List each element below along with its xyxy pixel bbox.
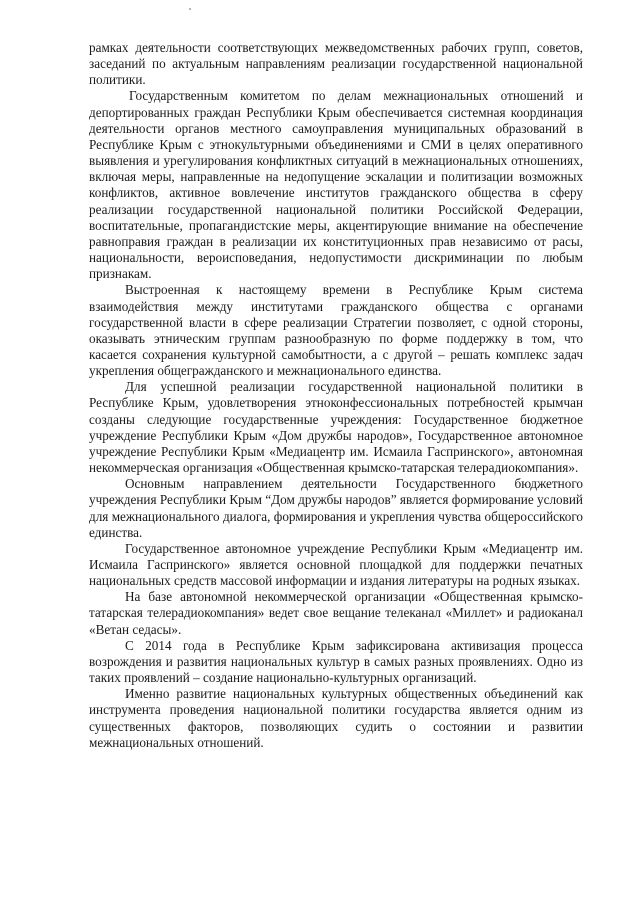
paragraph-media-center: Государственное автономное учреждение Республики Крым «Медиацентр им. Исмаила Гаспринского» является основной площадкой для поддержки печатных национальных средств массовой информации и издания литературы на родных языках. xyxy=(89,540,583,589)
paragraph-revival-2014: С 2014 года в Республике Крым зафиксирована активизация процесса возрождения и развития национальных культур в самых разных проявлениях. Одно из таких проявлений – создание национально-культурных организаций. xyxy=(89,637,583,686)
paragraph-interaction-system: Выстроенная к настоящему времени в Республике Крым система взаимодействия между институтами гражданского общества с органами государственной власти в сфере реализации Стратегии позволяет, с одной стороны, оказывать этническим группам разнообразную по форме поддержку в том, что касается сохранения культурной самобытности, а с другой – решать комплекс задач укрепления общегражданского и межнационального единства. xyxy=(89,282,583,379)
paragraph-state-committee: Государственным комитетом по делам межнациональных отношений и депортированных граждан Республики Крым обеспечивается системная координация деятельности органов местного самоуправления муниципальных образований в Республике Крым с этнокультурными объединениями и СМИ в целях оперативного выявления и урегулирования конфликтных ситуаций в межнациональных отношениях, включая меры, направленные на недопущение эскалации и политизации возможных конфликтов, активное вовлечение институтов гражданского общества в сферу реализации государственной национальной политики Российской Федерации, воспитательные, пропагандистские меры, акцентирующие внимание на обеспечение равноправия граждан в реализации их конституционных прав независимо от расы, национальности, вероисповедания, недопустимости дискриминации по любым признакам. xyxy=(89,88,583,282)
paragraph-friendship-house: Основным направлением деятельности Государственного бюджетного учреждения Республики Крым “Дом дружбы народов” является формирование условий для межнационального диалога, формирования и укрепления чувства общероссийского единства. xyxy=(89,476,583,540)
paragraph-broadcasting: На базе автономной некоммерческой организации «Общественная крымско-татарская телерадиокомпания» ведет свое вещание телеканал «Миллет» и радиоканал «Ветан седасы». xyxy=(89,589,583,637)
paragraph-institutions: Для успешной реализации государственной национальной политики в Республике Крым, удовлетворения этноконфессиональных потребностей крымчан созданы следующие государственные учреждения: Государственное бюджетное учреждение Республики Крым «Дом дружбы народов», Государственное автономное учреждение Республики Крым «Медиацентр им. Исмаила Гаспринского», автономная некоммерческая организация «Общественная крымско-татарская телерадиокомпания». xyxy=(89,379,583,476)
paragraph-cultural-associations: Именно развитие национальных культурных общественных объединений как инструмента проведения национальной политики государства является одним из существенных факторов, позволяющих судить о состоянии и развитии межнациональных отношений. xyxy=(89,686,583,750)
document-page xyxy=(89,40,583,751)
scan-dot xyxy=(189,8,191,10)
paragraph-continuation: рамках деятельности соответствующих межведомственных рабочих групп, советов, заседаний по актуальным направлениям реализации государственной национальной политики. xyxy=(89,40,583,88)
